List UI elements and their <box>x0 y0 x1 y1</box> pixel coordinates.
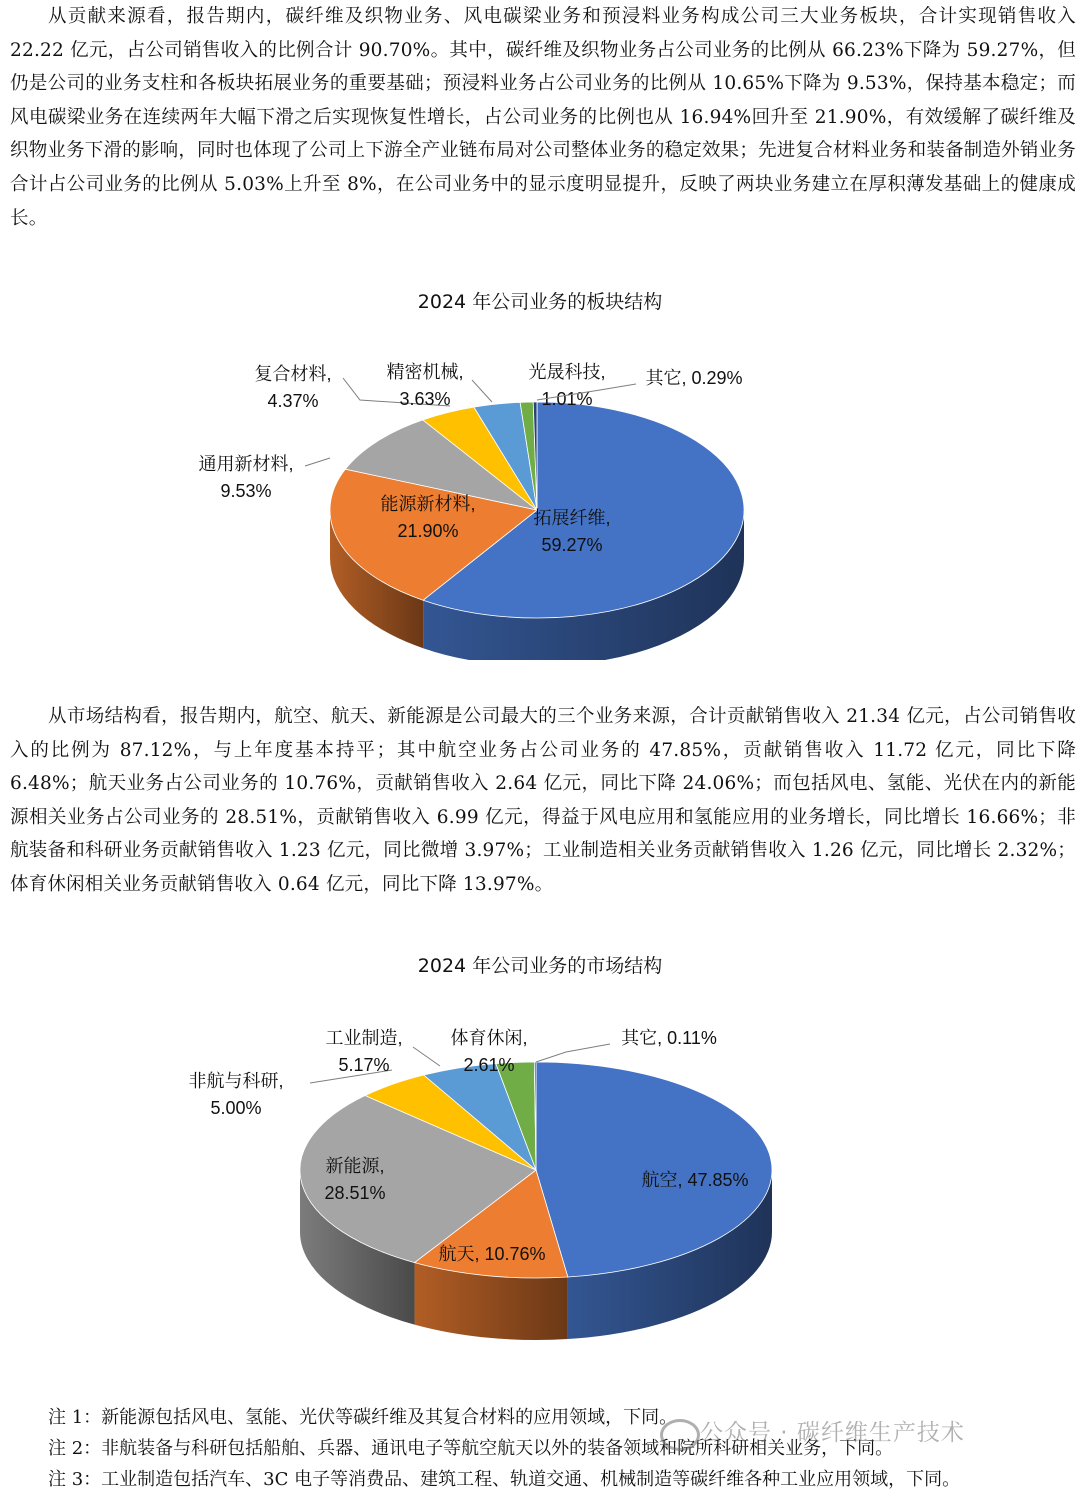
data-label-其它: 其它, 0.29% <box>645 368 743 388</box>
leader-line-其它 <box>536 1044 610 1062</box>
data-label-非航与科研: 非航与科研, 5.00% <box>188 1071 284 1118</box>
chart-title-segments: 2024 年公司业务的板块结构 <box>417 291 663 313</box>
chart-title-markets: 2024 年公司业务的市场结构 <box>417 955 663 977</box>
data-label-通用新材料: 通用新材料, 9.53% <box>198 454 294 501</box>
data-label-复合材料: 复合材料, 4.37% <box>254 364 332 411</box>
paragraph-business-segments: 从贡献来源看，报告期内，碳纤维及织物业务、风电碳梁业务和预浸料业务构成公司三大业务板块，合计实现销售收入 22.22 亿元，占公司销售收入的比例合计 90.70%。其中，碳纤维及织物业务占公司业务的比例从 66.23%下降为 59.27%，但仍是公司的业务支柱和各板块拓展业务的重要基础；预浸料业务占公司业务的比例从 10.65%下降为 9.53%，保持基本稳定；而风电碳梁业务在连续两年大幅下滑之后实现恢复性增长，占公司业务的比例也从 16.94%回升至 21.90%，有效缓解了碳纤维及织物业务下滑的影响，同时也体现了公司上下游全产业链布局对公司整体业务的稳定效果；先进复合材料业务和装备制造外销业务合计占公司业务的比例从 5.03%上升至 8%，在公司业务中的显示度明显提升，反映了两块业务建立在厚积薄发基础上的健康成长。 <box>10 6 1076 229</box>
data-label-新能源: 新能源, 28.51% <box>324 1156 386 1203</box>
data-label-体育休闲: 体育休闲, 2.61% <box>450 1028 528 1075</box>
paragraph-market-structure: 从市场结构看，报告期内，航空、航天、新能源是公司最大的三个业务来源，合计贡献销售收入 21.34 亿元，占公司销售收入的比例为 87.12%，与上年度基本持平；其中航空业务占公司业务的 47.85%，贡献销售收入 11.72 亿元，同比下降 6.48%；航天业务占公司业务的 10.76%，贡献销售收入 2.64 亿元，同比下降 24.06%；而包括风电、氢能、光伏在内的新能源相关业务占公司业务的 28.51%，贡献销售收入 6.99 亿元，得益于风电应用和氢能应用的业务增长，同比增长 16.66%；非航装备和科研业务贡献销售收入 1.23 亿元，同比微增 3.97%；工业制造相关业务贡献销售收入 1.26 亿元，同比增长 2.32%；体育休闲相关业务贡献销售收入 0.64 亿元，同比下降 13.97%。 <box>10 706 1076 895</box>
data-label-航空: 航空, 47.85% <box>641 1170 749 1190</box>
wechat-icon <box>660 1419 700 1451</box>
leader-line-精密机械 <box>472 380 492 402</box>
data-label-工业制造: 工业制造, 5.17% <box>325 1028 403 1075</box>
leader-line-工业制造 <box>413 1047 440 1066</box>
data-label-精密机械: 精密机械, 3.63% <box>386 362 464 409</box>
leader-line-通用新材料 <box>305 458 330 466</box>
data-label-光晟科技: 光晟科技, 1.01% <box>528 362 606 409</box>
data-label-航天: 航天, 10.76% <box>438 1244 546 1264</box>
pie-chart-markets <box>0 1010 1080 1370</box>
pie-chart-segments <box>0 340 1080 660</box>
footnote-3: 注 3：工业制造包括汽车、3C 电子等消费品、建筑工程、轨道交通、机械制造等碳纤维各种工业应用领域，下同。 <box>48 1469 961 1490</box>
watermark: 公众号 · 碳纤维生产技术 <box>700 1420 965 1446</box>
data-label-拓展纤维: 拓展纤维, 59.27% <box>533 508 611 555</box>
footnote-1: 注 1：新能源包括风电、氢能、光伏等碳纤维及其复合材料的应用领域，下同。 <box>48 1407 678 1428</box>
footnote-2: 注 2：非航装备与科研包括船舶、兵器、通讯电子等航空航天以外的装备领域和院所科研相关业务，下同。 <box>48 1438 894 1459</box>
data-label-其它: 其它, 0.11% <box>621 1028 717 1048</box>
data-label-能源新材料: 能源新材料, 21.90% <box>380 494 476 541</box>
